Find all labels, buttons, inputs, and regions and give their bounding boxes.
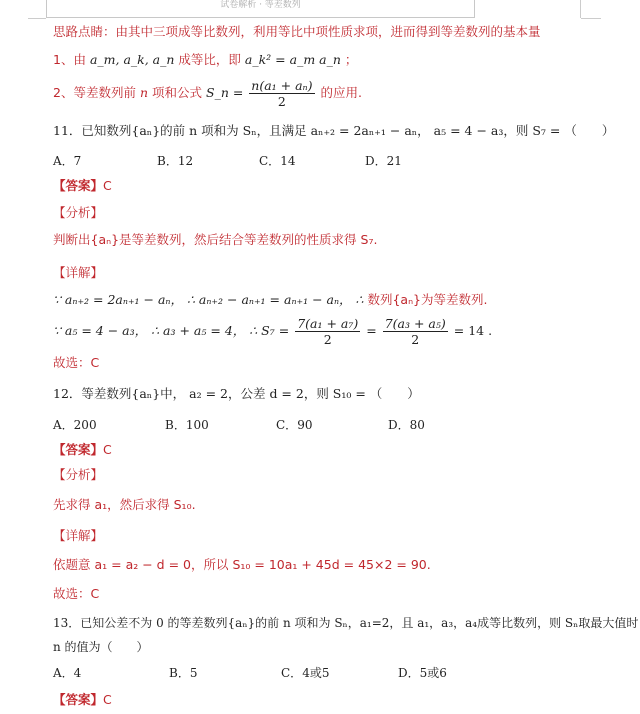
- analysis-text: 判断出{aₙ}是等差数列，然后结合等差数列的性质求得 S₇.: [53, 232, 378, 247]
- option-a: A．200: [53, 418, 97, 432]
- option-d: D．21: [365, 154, 402, 168]
- answer-section: 【答案】C: [53, 442, 112, 457]
- conclusion: 故选：C: [53, 586, 100, 601]
- tip-point-1: 1、由 a_m, a_k, a_n 成等比，即 a_k² = a_m a_n ；: [53, 52, 358, 67]
- answer-section: 【答案】C: [53, 692, 112, 707]
- question-13-stem-line-2: n 的值为（ ）: [53, 640, 149, 654]
- question-12-options: [53, 416, 613, 432]
- page-header: [46, 0, 475, 18]
- question-11-stem: 11．已知数列{aₙ}的前 n 项和为 Sₙ，且满足 aₙ₊₂ = 2aₙ₊₁ − aₙ， a₅ = 4 − a₃，则 S₇ = （ ）: [53, 123, 615, 138]
- option-b: B．100: [165, 418, 209, 432]
- detail-heading: 【详解】: [53, 528, 104, 543]
- option-b: B．5: [169, 666, 198, 680]
- detail-line-1: ∵ aₙ₊₂ = 2aₙ₊₁ − aₙ， ∴ aₙ₊₂ − aₙ₊₁ = aₙ₊₁ − aₙ， ∴ 数列{aₙ}为等差数列.: [53, 292, 488, 307]
- detail-heading: 【详解】: [53, 265, 104, 280]
- margin-corner-mark-right: [581, 18, 601, 19]
- answer-section: 【答案】C: [53, 178, 112, 193]
- question-13-options: [53, 664, 613, 680]
- answer-value: C: [103, 692, 112, 707]
- question-11-options: [53, 152, 613, 168]
- page-header-text: 试卷解析 · 等差数列: [220, 0, 301, 10]
- margin-corner-mark-right-vertical: [580, 0, 581, 18]
- option-d: D．5或6: [398, 666, 447, 680]
- option-c: C．4或5: [281, 666, 330, 680]
- question-13-stem-line-1: 13．已知公差不为 0 的等差数列{aₙ}的前 n 项和为 Sₙ，a₁=2，且 a₁，a₃，a₄成等比数列，则 Sₙ取最大值时: [53, 616, 639, 630]
- analysis-heading: 【分析】: [53, 205, 104, 220]
- answer-value: C: [103, 442, 112, 457]
- analysis-text: 先求得 a₁，然后求得 S₁₀.: [53, 497, 196, 512]
- conclusion: 故选：C: [53, 355, 100, 370]
- analysis-heading: 【分析】: [53, 467, 104, 482]
- option-c: C．14: [259, 154, 296, 168]
- tip-point-2: 2、等差数列前 n 项和公式 S_n = $\frac{\text{n(a₁ + aₙ)}}{2}$ 的应用.: [53, 78, 362, 109]
- option-a: A．4: [53, 666, 82, 680]
- solution-tip: 思路点睛：由其中三项成等比数列，利用等比中项性质求项，进而得到等差数列的基本量: [53, 24, 541, 39]
- option-a: A．7: [53, 154, 82, 168]
- answer-value: C: [103, 178, 112, 193]
- option-c: C．90: [276, 418, 313, 432]
- detail-line-1: 依题意 a₁ = a₂ − d = 0，所以 S₁₀ = 10a₁ + 45d = 45×2 = 90.: [53, 557, 431, 572]
- margin-corner-mark-left: [28, 18, 46, 19]
- option-b: B．12: [157, 154, 194, 168]
- detail-line-2: ∵ a₅ = 4 − a₃， ∴ a₃ + a₅ = 4， ∴ S₇ = $\frac{\text{7(a₁ + a₇)}}{2}$ = $\frac{\text{7(a₃ + a₅)}}{2}$ = 14 .: [53, 316, 493, 347]
- question-12-stem: 12．等差数列{aₙ}中， a₂ = 2，公差 d = 2，则 S₁₀ = （ ）: [53, 386, 420, 401]
- sum-formula-fraction: $\frac{\text{n(a₁ + aₙ)}}{2}$: [251, 78, 313, 109]
- option-d: D．80: [388, 418, 425, 432]
